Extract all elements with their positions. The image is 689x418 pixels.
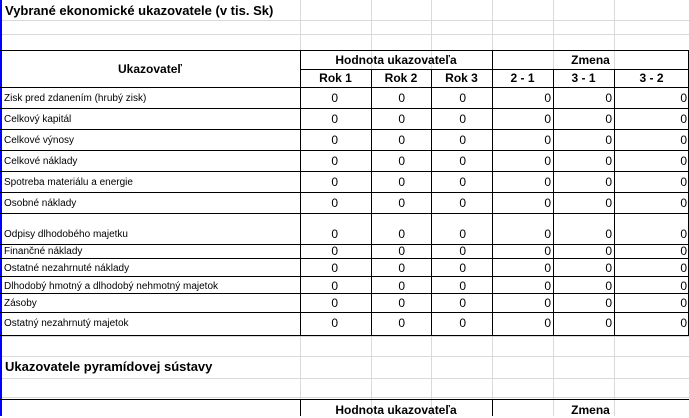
gridline bbox=[0, 34, 689, 35]
table-cell[interactable]: 0 bbox=[680, 279, 687, 293]
row-border bbox=[0, 171, 689, 172]
row-label[interactable]: Celkové výnosy bbox=[4, 135, 75, 146]
table-border bbox=[0, 87, 689, 88]
row-label[interactable]: Spotreba materiálu a energie bbox=[4, 177, 133, 188]
table-cell[interactable]: 0 bbox=[544, 279, 551, 293]
table-cell[interactable]: 0 bbox=[459, 296, 466, 310]
table-cell[interactable]: 0 bbox=[680, 244, 687, 258]
row-label[interactable]: Celkový kapitál bbox=[4, 114, 72, 125]
table-cell[interactable]: 0 bbox=[331, 175, 338, 189]
row-border bbox=[0, 258, 689, 259]
table-cell[interactable]: 0 bbox=[544, 296, 551, 310]
table-cell[interactable]: 0 bbox=[605, 196, 612, 210]
gridline bbox=[0, 20, 689, 21]
gridline bbox=[0, 356, 689, 357]
subheader-rok1: Rok 1 bbox=[319, 71, 352, 85]
subheader-change-3-1: 3 - 1 bbox=[571, 71, 596, 85]
table-cell[interactable]: 0 bbox=[605, 227, 612, 241]
row-label[interactable]: Ostatný nezahrnutý majetok bbox=[4, 318, 129, 329]
table-cell[interactable]: 0 bbox=[544, 196, 551, 210]
table-cell[interactable]: 0 bbox=[605, 279, 612, 293]
table-cell[interactable]: 0 bbox=[398, 133, 405, 147]
subheader-rok2: Rok 2 bbox=[384, 71, 418, 85]
table-cell[interactable]: 0 bbox=[680, 112, 687, 126]
table-cell[interactable]: 0 bbox=[544, 112, 551, 126]
table-cell[interactable]: 0 bbox=[331, 261, 338, 275]
table-cell[interactable]: 0 bbox=[331, 133, 338, 147]
row-label[interactable]: Celkové náklady bbox=[4, 156, 78, 167]
table-cell[interactable]: 0 bbox=[605, 261, 612, 275]
row-border bbox=[0, 276, 689, 277]
table-cell[interactable]: 0 bbox=[459, 154, 466, 168]
table-cell[interactable]: 0 bbox=[680, 154, 687, 168]
row-label[interactable]: Ostatné nezahrnuté náklady bbox=[4, 263, 130, 274]
table-cell[interactable]: 0 bbox=[398, 296, 405, 310]
table-cell[interactable]: 0 bbox=[331, 296, 338, 310]
table-cell[interactable]: 0 bbox=[680, 133, 687, 147]
table-cell[interactable]: 0 bbox=[680, 227, 687, 241]
table-cell[interactable]: 0 bbox=[331, 91, 338, 105]
row-label[interactable]: Zásoby bbox=[4, 298, 37, 309]
table-cell[interactable]: 0 bbox=[398, 261, 405, 275]
table-cell[interactable]: 0 bbox=[459, 244, 466, 258]
gridline bbox=[0, 378, 689, 379]
table-cell[interactable]: 0 bbox=[605, 175, 612, 189]
table-cell[interactable]: 0 bbox=[605, 91, 612, 105]
row-border bbox=[0, 150, 689, 151]
table-cell[interactable]: 0 bbox=[544, 133, 551, 147]
table-border bbox=[0, 50, 689, 51]
table-cell[interactable]: 0 bbox=[680, 316, 687, 330]
row-label[interactable]: Osobné náklady bbox=[4, 198, 77, 209]
group-header-change-2: Zmena bbox=[571, 402, 610, 417]
column-border bbox=[492, 399, 493, 416]
table-border bbox=[300, 69, 689, 70]
table-cell[interactable]: 0 bbox=[459, 133, 466, 147]
table-cell[interactable]: 0 bbox=[398, 196, 405, 210]
row-label[interactable]: Dlhodobý hmotný a dlhodobý nehmotný majetok bbox=[4, 281, 219, 292]
table-cell[interactable]: 0 bbox=[331, 154, 338, 168]
column-border bbox=[300, 399, 301, 416]
table-cell[interactable]: 0 bbox=[544, 227, 551, 241]
table-cell[interactable]: 0 bbox=[459, 279, 466, 293]
row-label[interactable]: Finančné náklady bbox=[4, 246, 83, 257]
row-border bbox=[0, 192, 689, 193]
table-cell[interactable]: 0 bbox=[605, 133, 612, 147]
section-title: Ukazovatele pyramídovej sústavy bbox=[5, 359, 213, 374]
subheader-change-2-1: 2 - 1 bbox=[510, 71, 535, 85]
table-cell[interactable]: 0 bbox=[459, 316, 466, 330]
column-header-indicator: Ukazovateľ bbox=[118, 61, 182, 76]
table-cell[interactable]: 0 bbox=[680, 91, 687, 105]
table-cell[interactable]: 0 bbox=[398, 175, 405, 189]
table-cell[interactable]: 0 bbox=[680, 175, 687, 189]
table-cell[interactable]: 0 bbox=[459, 175, 466, 189]
table-cell[interactable]: 0 bbox=[398, 244, 405, 258]
gridline bbox=[0, 336, 689, 337]
table-cell[interactable]: 0 bbox=[398, 227, 405, 241]
table-cell[interactable]: 0 bbox=[331, 196, 338, 210]
table-cell[interactable]: 0 bbox=[680, 196, 687, 210]
table-cell[interactable]: 0 bbox=[398, 112, 405, 126]
group-header-value: Hodnota ukazovateľa bbox=[335, 52, 457, 67]
table-cell[interactable]: 0 bbox=[459, 91, 466, 105]
table-border bbox=[0, 399, 689, 400]
row-border bbox=[0, 213, 689, 214]
row-label[interactable]: Odpisy dlhodobého majetku bbox=[4, 229, 128, 240]
table-cell[interactable]: 0 bbox=[605, 244, 612, 258]
table-cell[interactable]: 0 bbox=[605, 112, 612, 126]
table-cell[interactable]: 0 bbox=[331, 244, 338, 258]
table-cell[interactable]: 0 bbox=[544, 154, 551, 168]
group-header-value-2: Hodnota ukazovateľa bbox=[335, 402, 457, 417]
table-cell[interactable]: 0 bbox=[459, 227, 466, 241]
table-cell[interactable]: 0 bbox=[544, 316, 551, 330]
row-border bbox=[0, 293, 689, 294]
table-cell[interactable]: 0 bbox=[459, 196, 466, 210]
table-cell[interactable]: 0 bbox=[544, 91, 551, 105]
table-cell[interactable]: 0 bbox=[680, 261, 687, 275]
row-border bbox=[0, 312, 689, 313]
table-cell[interactable]: 0 bbox=[398, 154, 405, 168]
subheader-change-3-2: 3 - 2 bbox=[639, 71, 664, 85]
subheader-rok3: Rok 3 bbox=[445, 71, 478, 85]
table-cell[interactable]: 0 bbox=[605, 154, 612, 168]
table-cell[interactable]: 0 bbox=[605, 316, 612, 330]
table-cell[interactable]: 0 bbox=[680, 296, 687, 310]
table-cell[interactable]: 0 bbox=[459, 112, 466, 126]
gridline bbox=[0, 397, 689, 398]
table-cell[interactable]: 0 bbox=[331, 279, 338, 293]
page-title: Vybrané ekonomické ukazovatele (v tis. Sk) bbox=[5, 3, 274, 18]
table-cell[interactable]: 0 bbox=[398, 316, 405, 330]
row-border bbox=[0, 129, 689, 130]
table-cell[interactable]: 0 bbox=[331, 227, 338, 241]
group-header-change: Zmena bbox=[571, 52, 610, 67]
row-border bbox=[0, 108, 689, 109]
table-cell[interactable]: 0 bbox=[398, 279, 405, 293]
table-cell[interactable]: 0 bbox=[459, 261, 466, 275]
table-cell[interactable]: 0 bbox=[331, 112, 338, 126]
row-border bbox=[0, 335, 689, 336]
row-label[interactable]: Zisk pred zdanením (hrubý zisk) bbox=[4, 93, 147, 104]
table-cell[interactable]: 0 bbox=[544, 261, 551, 275]
table-cell[interactable]: 0 bbox=[544, 175, 551, 189]
table-cell[interactable]: 0 bbox=[398, 91, 405, 105]
table-cell[interactable]: 0 bbox=[544, 244, 551, 258]
table-cell[interactable]: 0 bbox=[331, 316, 338, 330]
table-cell[interactable]: 0 bbox=[605, 296, 612, 310]
